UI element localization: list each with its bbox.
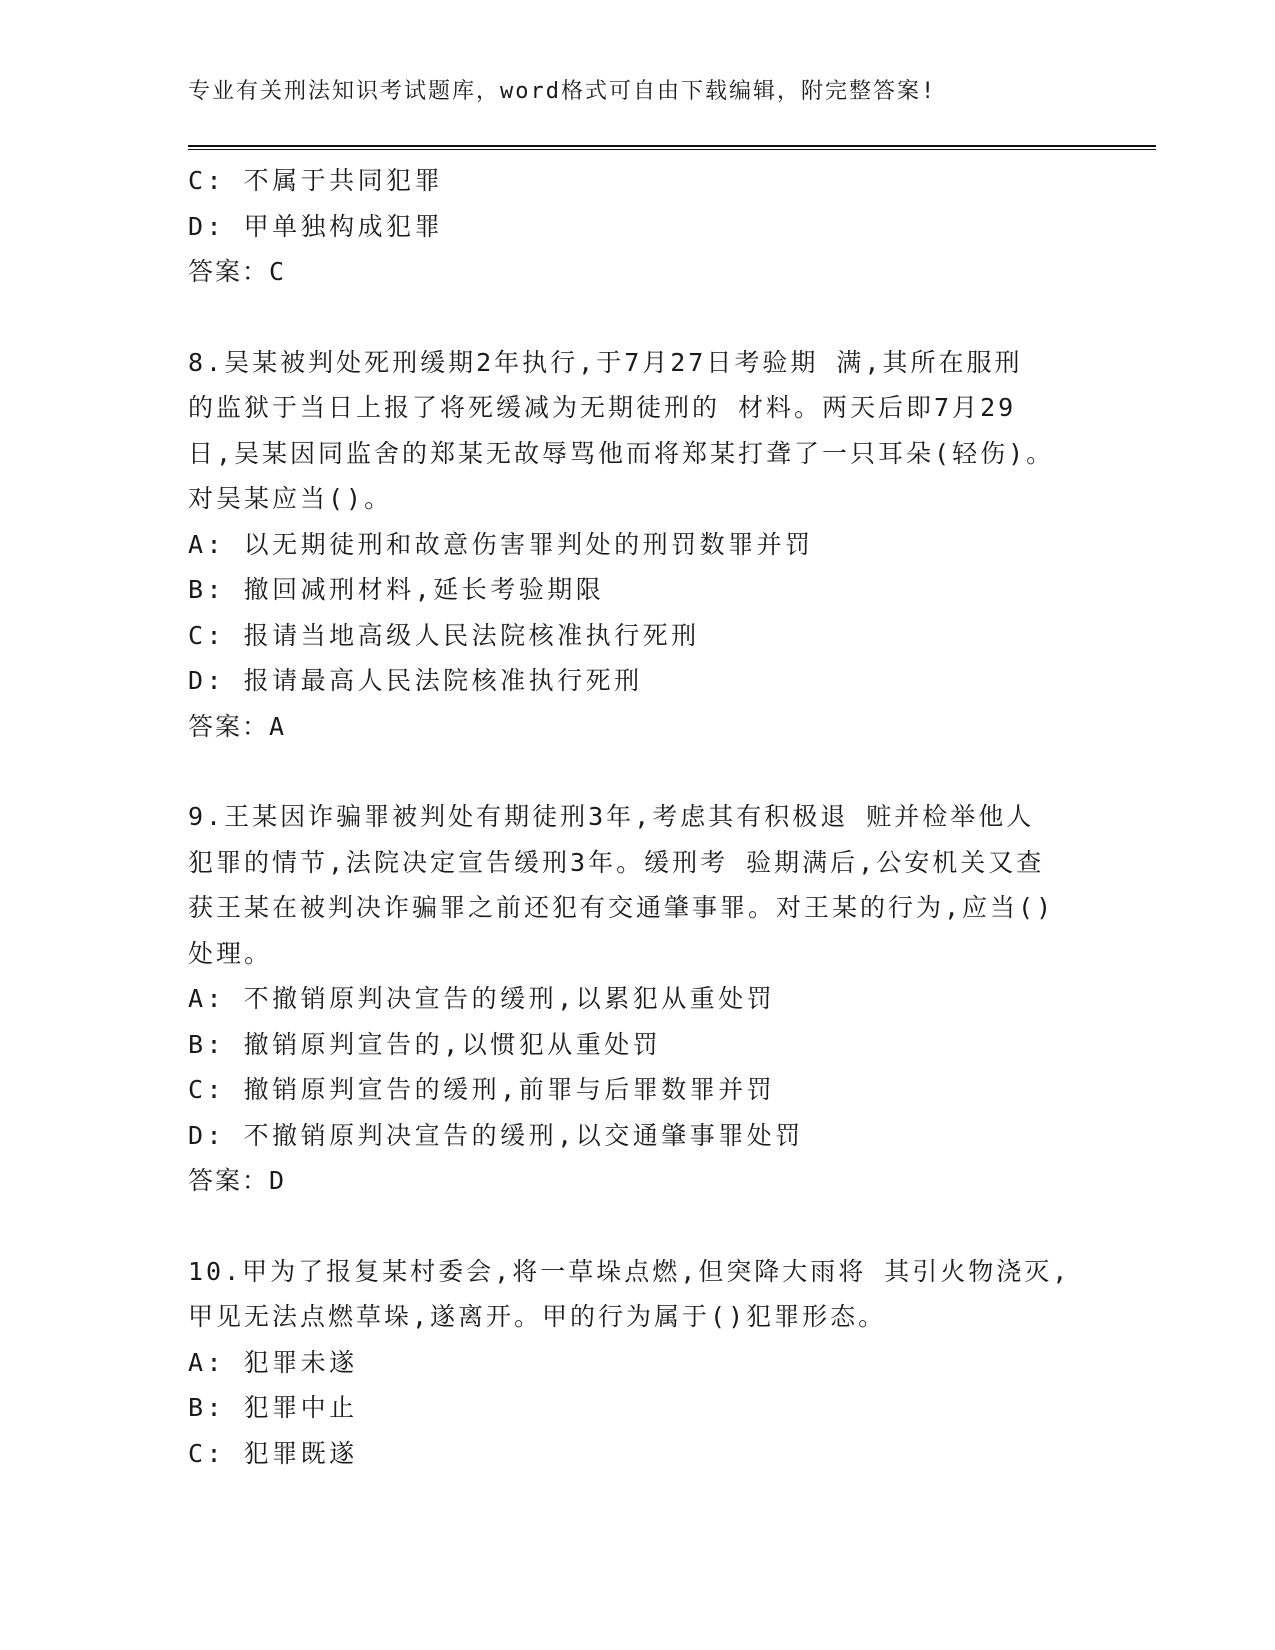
answer-line [188, 249, 1088, 295]
option-d: D: 报请最高人民法院核准执行死刑 [188, 666, 643, 695]
stem-line: 获王某在被判决诈骗罪之前还犯有交通肇事罪。对王某的行为,应当() [188, 893, 1055, 922]
option-b: B: 犯罪中止 [188, 1393, 358, 1422]
question-9 [188, 794, 1088, 1204]
question-10 [188, 1249, 1088, 1477]
option-d: D: 甲单独构成犯罪 [188, 211, 444, 241]
answer-value: D [269, 1166, 287, 1195]
question-stem [188, 794, 1088, 976]
option-b: B: 撤销原判宣告的,以惯犯从重处罚 [188, 1029, 662, 1059]
answer-value: A [269, 711, 287, 741]
stem-line: 10.甲为了报复某村委会,将一草垛点燃,但突降大雨将 其引火物浇灭, [188, 1256, 1071, 1286]
answer-label: 答案： [188, 1166, 270, 1195]
stem-line: 犯罪的情节,法院决定宣告缓刑3年。缓刑考 验期满后,公安机关又查 [188, 847, 1045, 877]
option-c: C: 报请当地高级人民法院核准执行死刑 [188, 620, 700, 650]
document-body [188, 158, 1088, 1476]
stem-line: 处理。 [188, 938, 273, 968]
option-d: D: 不撤销原判决宣告的缓刑,以交通肇事罪处罚 [188, 1120, 804, 1150]
answer-value: C [269, 257, 287, 286]
page-header: 专业有关刑法知识考试题库，word格式可自由下载编辑，附完整答案! [188, 79, 937, 104]
question-7-continued [188, 158, 1088, 295]
option-a: A: 犯罪未遂 [188, 1347, 358, 1377]
option-b: B: 撤回减刑材料,延长考验期限 [188, 575, 605, 604]
stem-line: 日,吴某因同监舍的郑某无故辱骂他而将郑某打聋了一只耳朵(轻伤)。 [188, 438, 1055, 468]
option-c: C: 犯罪既遂 [188, 1438, 358, 1468]
option-a: A: 不撤销原判决宣告的缓刑,以累犯从重处罚 [188, 984, 776, 1013]
stem-line: 8.吴某被判处死刑缓期2年执行,于7月27日考验期 满,其所在服刑 [188, 347, 1023, 377]
answer-label: 答案： [188, 711, 270, 741]
answer-line [188, 704, 1088, 750]
answer-line [188, 1158, 1088, 1204]
stem-line: 甲见无法点燃草垛,遂离开。甲的行为属于()犯罪形态。 [188, 1302, 887, 1331]
stem-line: 对吴某应当()。 [188, 484, 393, 513]
question-stem [188, 1249, 1088, 1340]
option-c: C: 不属于共同犯罪 [188, 166, 444, 195]
stem-line: 9.王某因诈骗罪被判处有期徒刑3年,考虑其有积极退 赃并检举他人 [188, 802, 1035, 831]
option-c: C: 撤销原判宣告的缓刑,前罪与后罪数罪并罚 [188, 1075, 776, 1104]
stem-line: 的监狱于当日上报了将死缓减为无期徒刑的 材料。两天后即7月29 [188, 393, 1017, 422]
answer-label: 答案： [188, 257, 270, 286]
header-divider [188, 145, 1156, 150]
question-8 [188, 340, 1088, 750]
question-stem [188, 340, 1088, 522]
option-a: A: 以无期徒刑和故意伤害罪判处的刑罚数罪并罚 [188, 529, 814, 559]
